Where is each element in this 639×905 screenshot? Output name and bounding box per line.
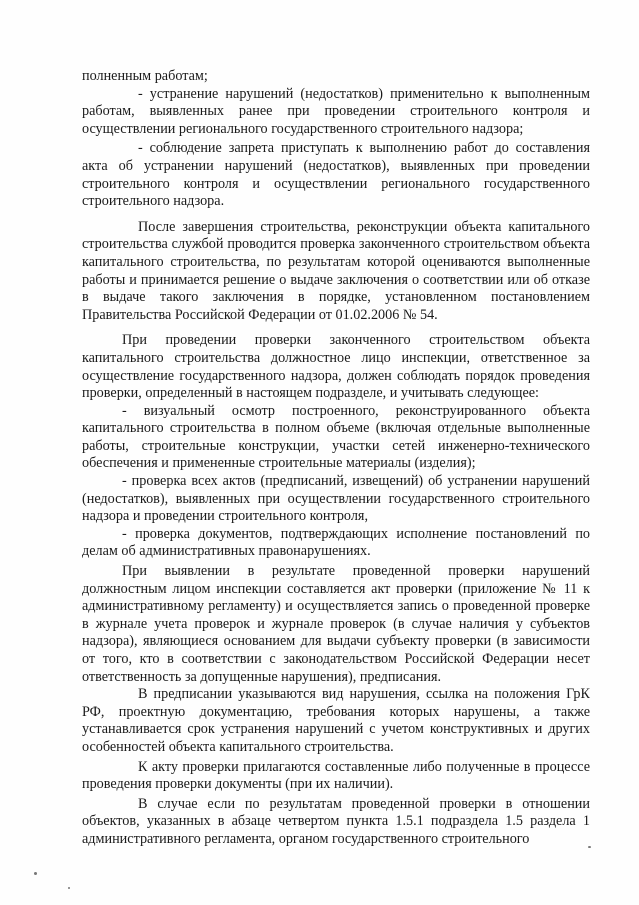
list-item: - проверка документов, подтверждающих исполнение постановлений по делам об административных правонарушениях. [82, 525, 590, 560]
scan-speck [34, 872, 37, 875]
list-item: - устранение нарушений (недостатков) применительно к выполненным работам, выявленных ранее при проведении строительного контроля и осуществлении регионального государственного строительного надзора; [82, 85, 590, 137]
paragraph: К акту проверки прилагаются составленные либо полученные в процессе проведения проверки документы (при их наличии). [82, 758, 590, 793]
paragraph-continuation: полненным работам; [82, 68, 208, 84]
list-item: - визуальный осмотр построенного, реконструированного объекта капитального строительства в полном объеме (включая отдельные выполненные работы, строительные конструкции, участки сетей инженерно-технического обеспечения и примененные строительные материалы (изделия); [82, 402, 590, 472]
paragraph: При проведении проверки законченного строительством объекта капитального строительства должностное лицо инспекции, ответственное за осуществление государственного надзора, должен соблюдать порядок проведения проверки, определенный в настоящем подразделе, и учитывать следующее: [82, 332, 590, 402]
scan-speck [588, 846, 591, 848]
document-body [82, 68, 590, 849]
list-item: - проверка всех актов (предписаний, извещений) об устранении нарушений (недостатков), выявленных при осуществлении государственного строительного надзора и проведении строительного контроля, [82, 473, 590, 525]
paragraph: В случае если по результатам проведенной проверки в отношении объектов, указанных в абзаце четвертом пункта 1.5.1 подраздела 1.5 раздела 1 административного регламента, органом государственного строительного [82, 795, 590, 847]
list-item: - соблюдение запрета приступать к выполнению работ до составления акта об устранении нарушений (недостатков), выявленных при проведении строительного контроля и осуществлении регионального государственного строительного надзора. [82, 140, 590, 210]
scan-speck [68, 887, 70, 889]
paragraph: В предписании указываются вид нарушения, ссылка на положения ГрК РФ, проектную документацию, требования которых нарушены, а также устанавливается срок устранения нарушений с учетом конструктивных и других особенностей объекта капитального строительства. [82, 686, 590, 755]
paragraph: После завершения строительства, реконструкции объекта капитального строительства службой проводится проверка законченного строительством объекта капитального строительства, по результатам которой оцениваются выполненные работы и принимается решение о выдаче заключения о соответствии или об отказе в выдаче такого заключения в порядке, установленном постановлением Правительства Российской Федерации от 01.02.2006 № 54. [82, 218, 590, 323]
paragraph: При выявлении в результате проведенной проверки нарушений должностным лицом инспекции составляется акт проверки (приложение № 11 к административному регламенту) и осуществляется запись о проведенной проверке в журнале учета проверок и журнале проверок (в случае наличия у субъектов надзора), являющиеся основанием для выдачи субъекту проверки (в зависимости от того, кто в соответствии с законодательством Российской Федерации несет ответственность за допущенные нарушения), предписания. [82, 563, 590, 685]
